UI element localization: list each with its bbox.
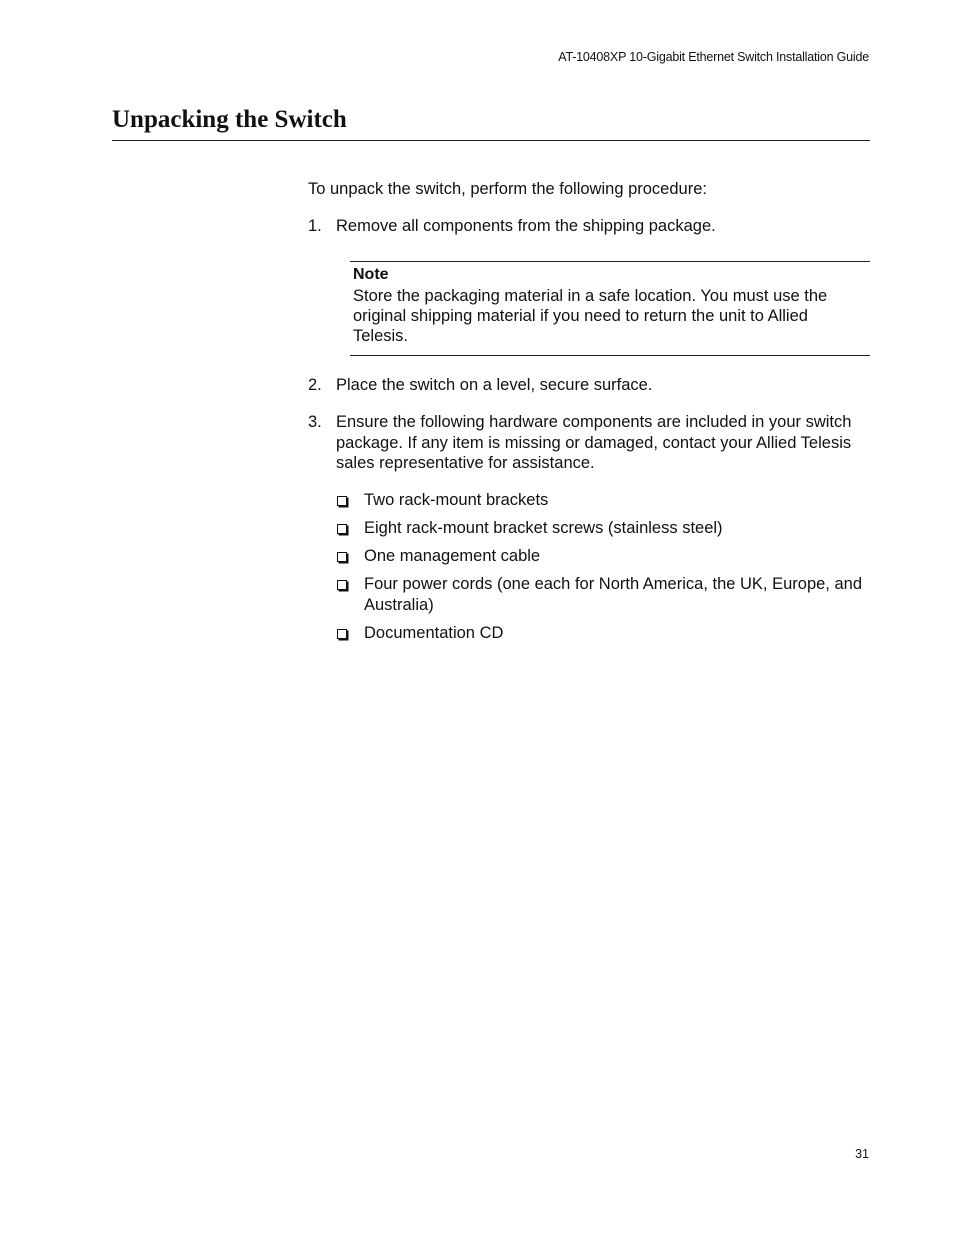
step-2 <box>308 375 870 396</box>
checklist-item-text: Eight rack-mount bracket screws (stainless steel) <box>364 519 723 537</box>
step-text: Place the switch on a level, secure surface. <box>336 376 653 394</box>
step-text: Ensure the following hardware components are included in your switch package. If any item is missing or damaged, contact your Allied Telesis sales representative for assistance. <box>336 413 852 472</box>
checklist-item <box>336 623 870 644</box>
intro-paragraph: To unpack the switch, perform the following procedure: <box>308 180 707 198</box>
checklist-item <box>336 518 870 539</box>
step-number: 2. <box>308 376 322 394</box>
checkbox-icon <box>337 552 347 562</box>
step-text: Remove all components from the shipping package. <box>336 217 716 235</box>
checklist-item-text: Documentation CD <box>364 623 504 642</box>
note-box <box>350 261 870 356</box>
step-number: 3. <box>308 413 322 431</box>
checklist-item-text: Four power cords (one each for North America, the UK, Europe, and Australia) <box>364 575 862 614</box>
checklist-item <box>336 490 870 511</box>
checkbox-icon <box>337 524 347 534</box>
checkbox-icon <box>337 496 347 506</box>
checklist-item <box>336 574 870 615</box>
checkbox-icon <box>337 580 347 590</box>
checklist-item-text: Two rack-mount brackets <box>364 491 549 509</box>
note-text: Store the packaging material in a safe location. You must use the original shipping material if you need to return the unit to Allied Telesis. <box>353 287 828 345</box>
step-3 <box>308 412 870 474</box>
step-1 <box>308 216 870 237</box>
component-checklist <box>336 490 870 651</box>
note-label: Note <box>353 266 389 283</box>
running-header: AT-10408XP 10-Gigabit Ethernet Switch Installation Guide <box>558 50 869 64</box>
checklist-item-text: One management cable <box>364 547 541 565</box>
page-number: 31 <box>855 1147 869 1161</box>
step-number: 1. <box>308 217 322 235</box>
title-rule <box>112 140 870 141</box>
page-title: Unpacking the Switch <box>112 106 347 133</box>
checkbox-icon <box>337 629 347 639</box>
checklist-item <box>336 546 870 567</box>
